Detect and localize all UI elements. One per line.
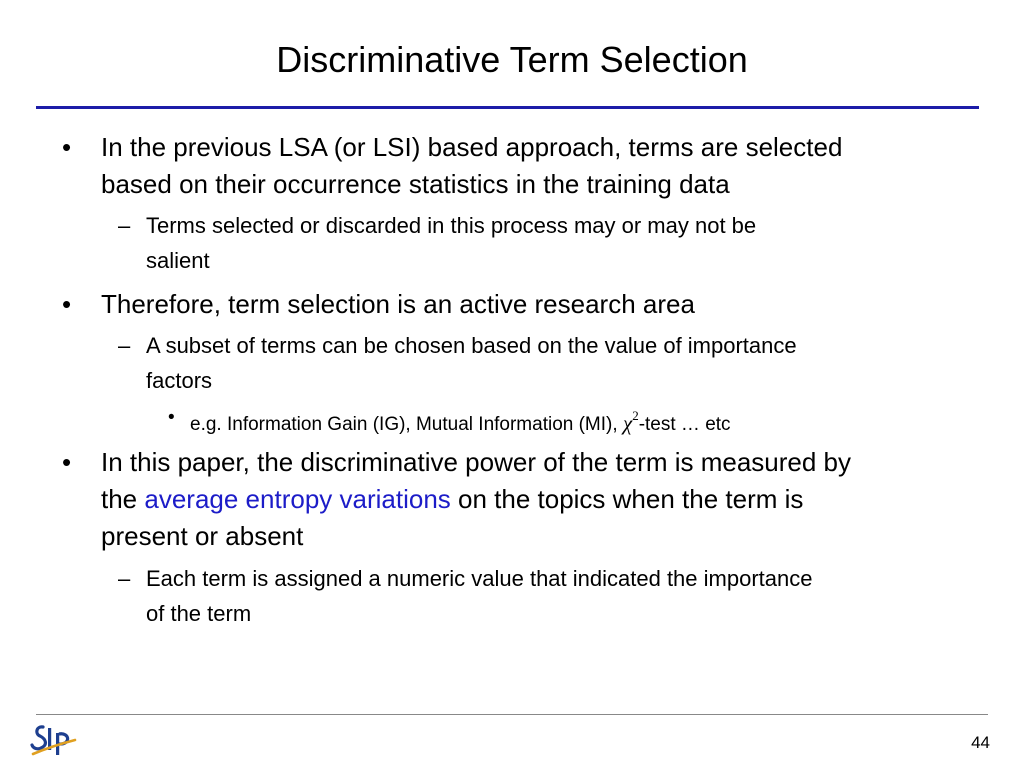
sub-sub-bullet-marker: •	[168, 407, 175, 428]
footer-divider	[36, 714, 988, 715]
bullet-3-line-1: In this paper, the discriminative power of the term is measured by	[101, 447, 852, 477]
measure-list-text: e.g. Information Gain (IG), Mutual Information (MI),	[190, 414, 623, 435]
bullet-marker: •	[62, 132, 72, 162]
slide-title: Discriminative Term Selection	[276, 39, 748, 80]
bullet-2-sub-1-line-2: factors	[146, 368, 213, 393]
sub-bullet-marker: –	[118, 566, 131, 591]
page-number: 44	[971, 733, 990, 752]
bullet-3-line-2: the average entropy variations on the topics when the term is	[101, 484, 804, 514]
sub-bullet-marker: –	[118, 333, 131, 358]
bullet-marker: •	[62, 447, 72, 477]
bullet-2-sub-1-sub-1	[190, 404, 731, 439]
bullet-3-line-3: present or absent	[101, 521, 304, 551]
bullet-1-sub-1-line-1: Terms selected or discarded in this process may or may not be	[146, 213, 757, 238]
bullet-1-sub-1-line-2: salient	[146, 248, 210, 273]
measure-list-suffix: -test … etc	[638, 414, 731, 435]
bullet-3-sub-1-line-1: Each term is assigned a numeric value that indicated the importance	[146, 566, 813, 591]
sub-bullet-marker: –	[118, 213, 131, 238]
bullet-2-line-1: Therefore, term selection is an active research area	[101, 289, 695, 319]
bullet-1-line-1: In the previous LSA (or LSI) based approach, terms are selected	[101, 132, 843, 162]
bullet-2-sub-1-line-1: A subset of terms can be chosen based on the value of importance	[146, 333, 797, 358]
highlighted-term: average entropy variations	[144, 484, 451, 514]
bullet-1-line-2: based on their occurrence statistics in the training data	[101, 169, 730, 199]
chi-square-symbol: $\chi^2$	[622, 408, 639, 435]
bullet-3-sub-1-line-2: of the term	[146, 601, 252, 626]
title-underline	[36, 106, 979, 109]
slp-logo-icon	[30, 720, 78, 762]
bullet-marker: •	[62, 289, 72, 319]
